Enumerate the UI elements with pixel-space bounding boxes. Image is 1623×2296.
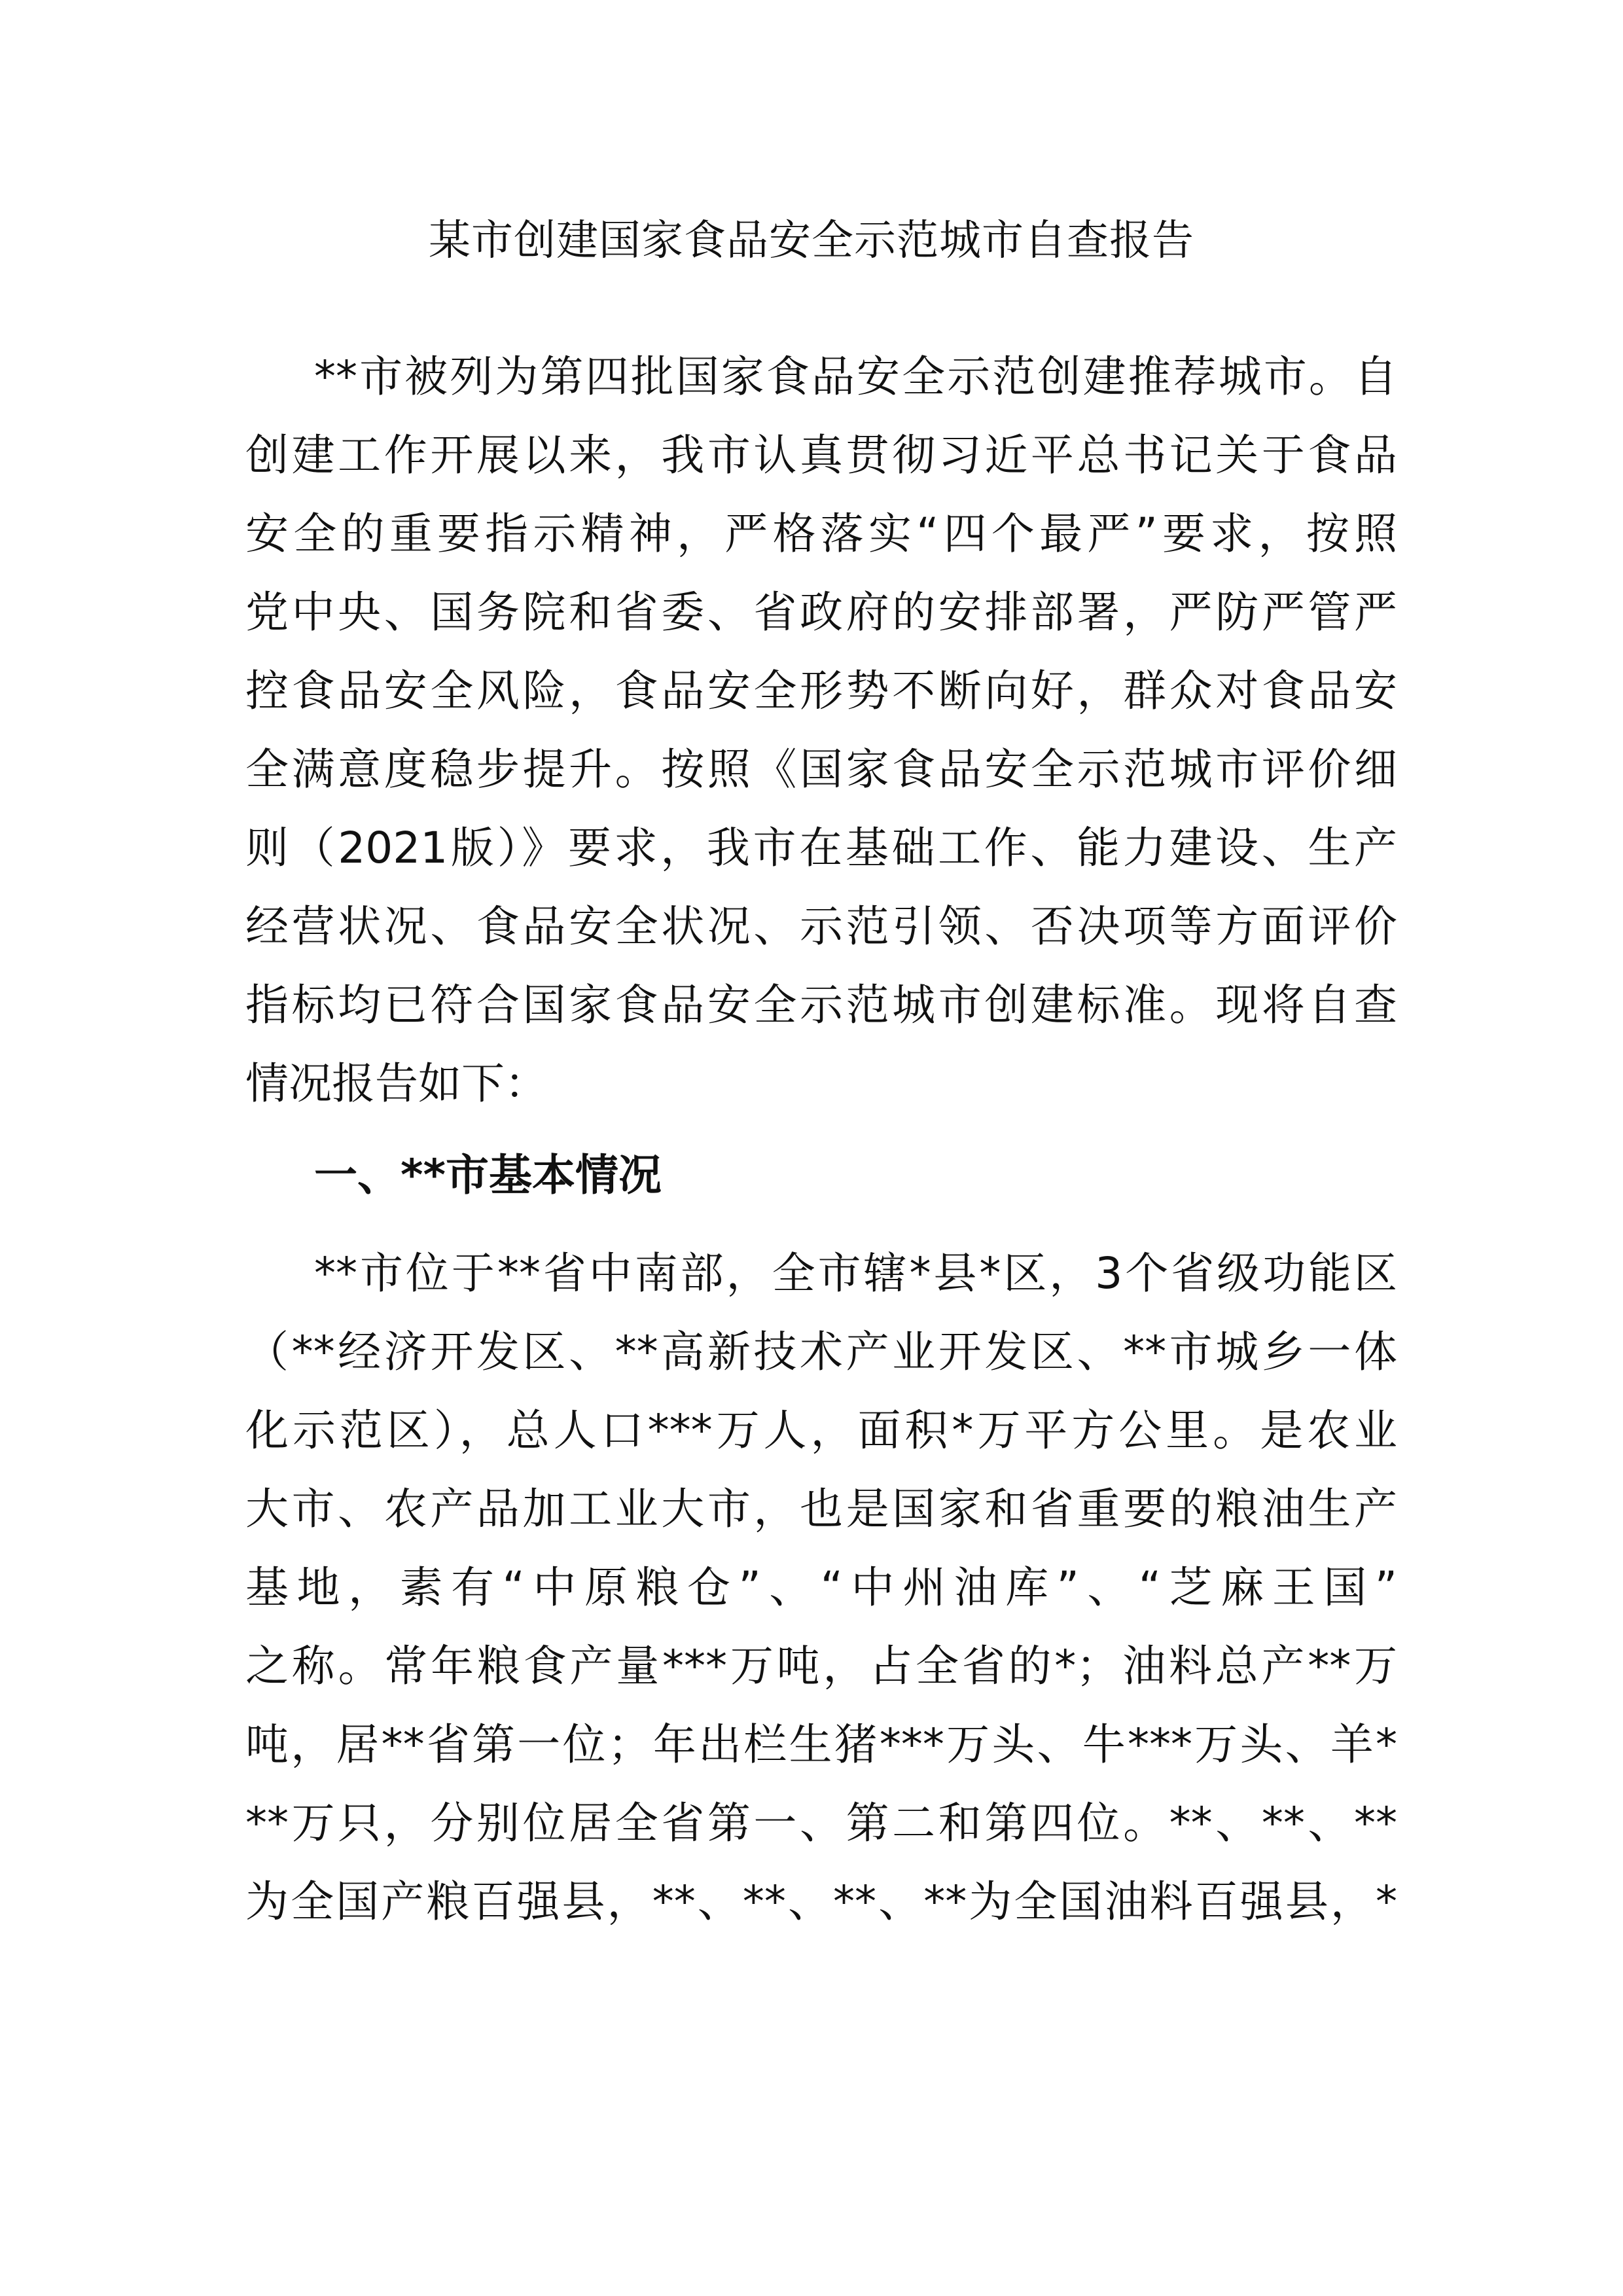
intro-line: 全满意度稳步提升。按照《国家食品安全示范城市评价细 — [245, 744, 1397, 795]
section1-line: 基地，素有“中原粮仓”、“中州油库”、“芝麻王国” — [245, 1562, 1397, 1613]
intro-line: 则（2021版）》要求，我市在基础工作、能力建设、生产 — [245, 823, 1397, 873]
section1-line: （**经济开发区、**高新技术产业开发区、**市城乡一体 — [245, 1327, 1397, 1377]
section1-line: 吨，居**省第一位；年出栏生猪***万头、牛***万头、羊* — [245, 1719, 1397, 1770]
intro-line: **市被列为第四批国家食品安全示范创建推荐城市。自 — [314, 351, 1397, 402]
intro-line: 经营状况、食品安全状况、示范引领、否决项等方面评价 — [245, 901, 1397, 952]
intro-line: 控食品安全风险，食品安全形势不断向好，群众对食品安 — [245, 666, 1397, 716]
section-heading: 一、**市基本情况 — [314, 1150, 662, 1200]
section1-line: 化示范区），总人口***万人，面积*万平方公里。是农业 — [245, 1405, 1397, 1456]
section1-line: **万只，分别位居全省第一、第二和第四位。**、**、** — [245, 1798, 1397, 1848]
intro-line: 情况报告如下： — [245, 1058, 548, 1109]
section1-line: **市位于**省中南部，全市辖*县*区，3个省级功能区 — [314, 1248, 1397, 1299]
intro-line: 安全的重要指示精神，严格落实“四个最严”要求，按照 — [245, 509, 1397, 559]
intro-line: 党中央、国务院和省委、省政府的安排部署，严防严管严 — [245, 587, 1397, 637]
intro-line: 指标均已符合国家食品安全示范城市创建标准。现将自查 — [245, 980, 1397, 1030]
document-title: 某市创建国家食品安全示范城市自查报告 — [429, 217, 1194, 265]
section1-line: 大市、农产品加工业大市，也是国家和省重要的粮油生产 — [245, 1484, 1397, 1534]
section1-line: 为全国产粮百强县，**、**、**、**为全国油料百强县，* — [245, 1876, 1397, 1927]
intro-line: 创建工作开展以来，我市认真贯彻习近平总书记关于食品 — [245, 430, 1397, 480]
section1-line: 之称。常年粮食产量***万吨，占全省的*；油料总产**万 — [245, 1641, 1397, 1691]
